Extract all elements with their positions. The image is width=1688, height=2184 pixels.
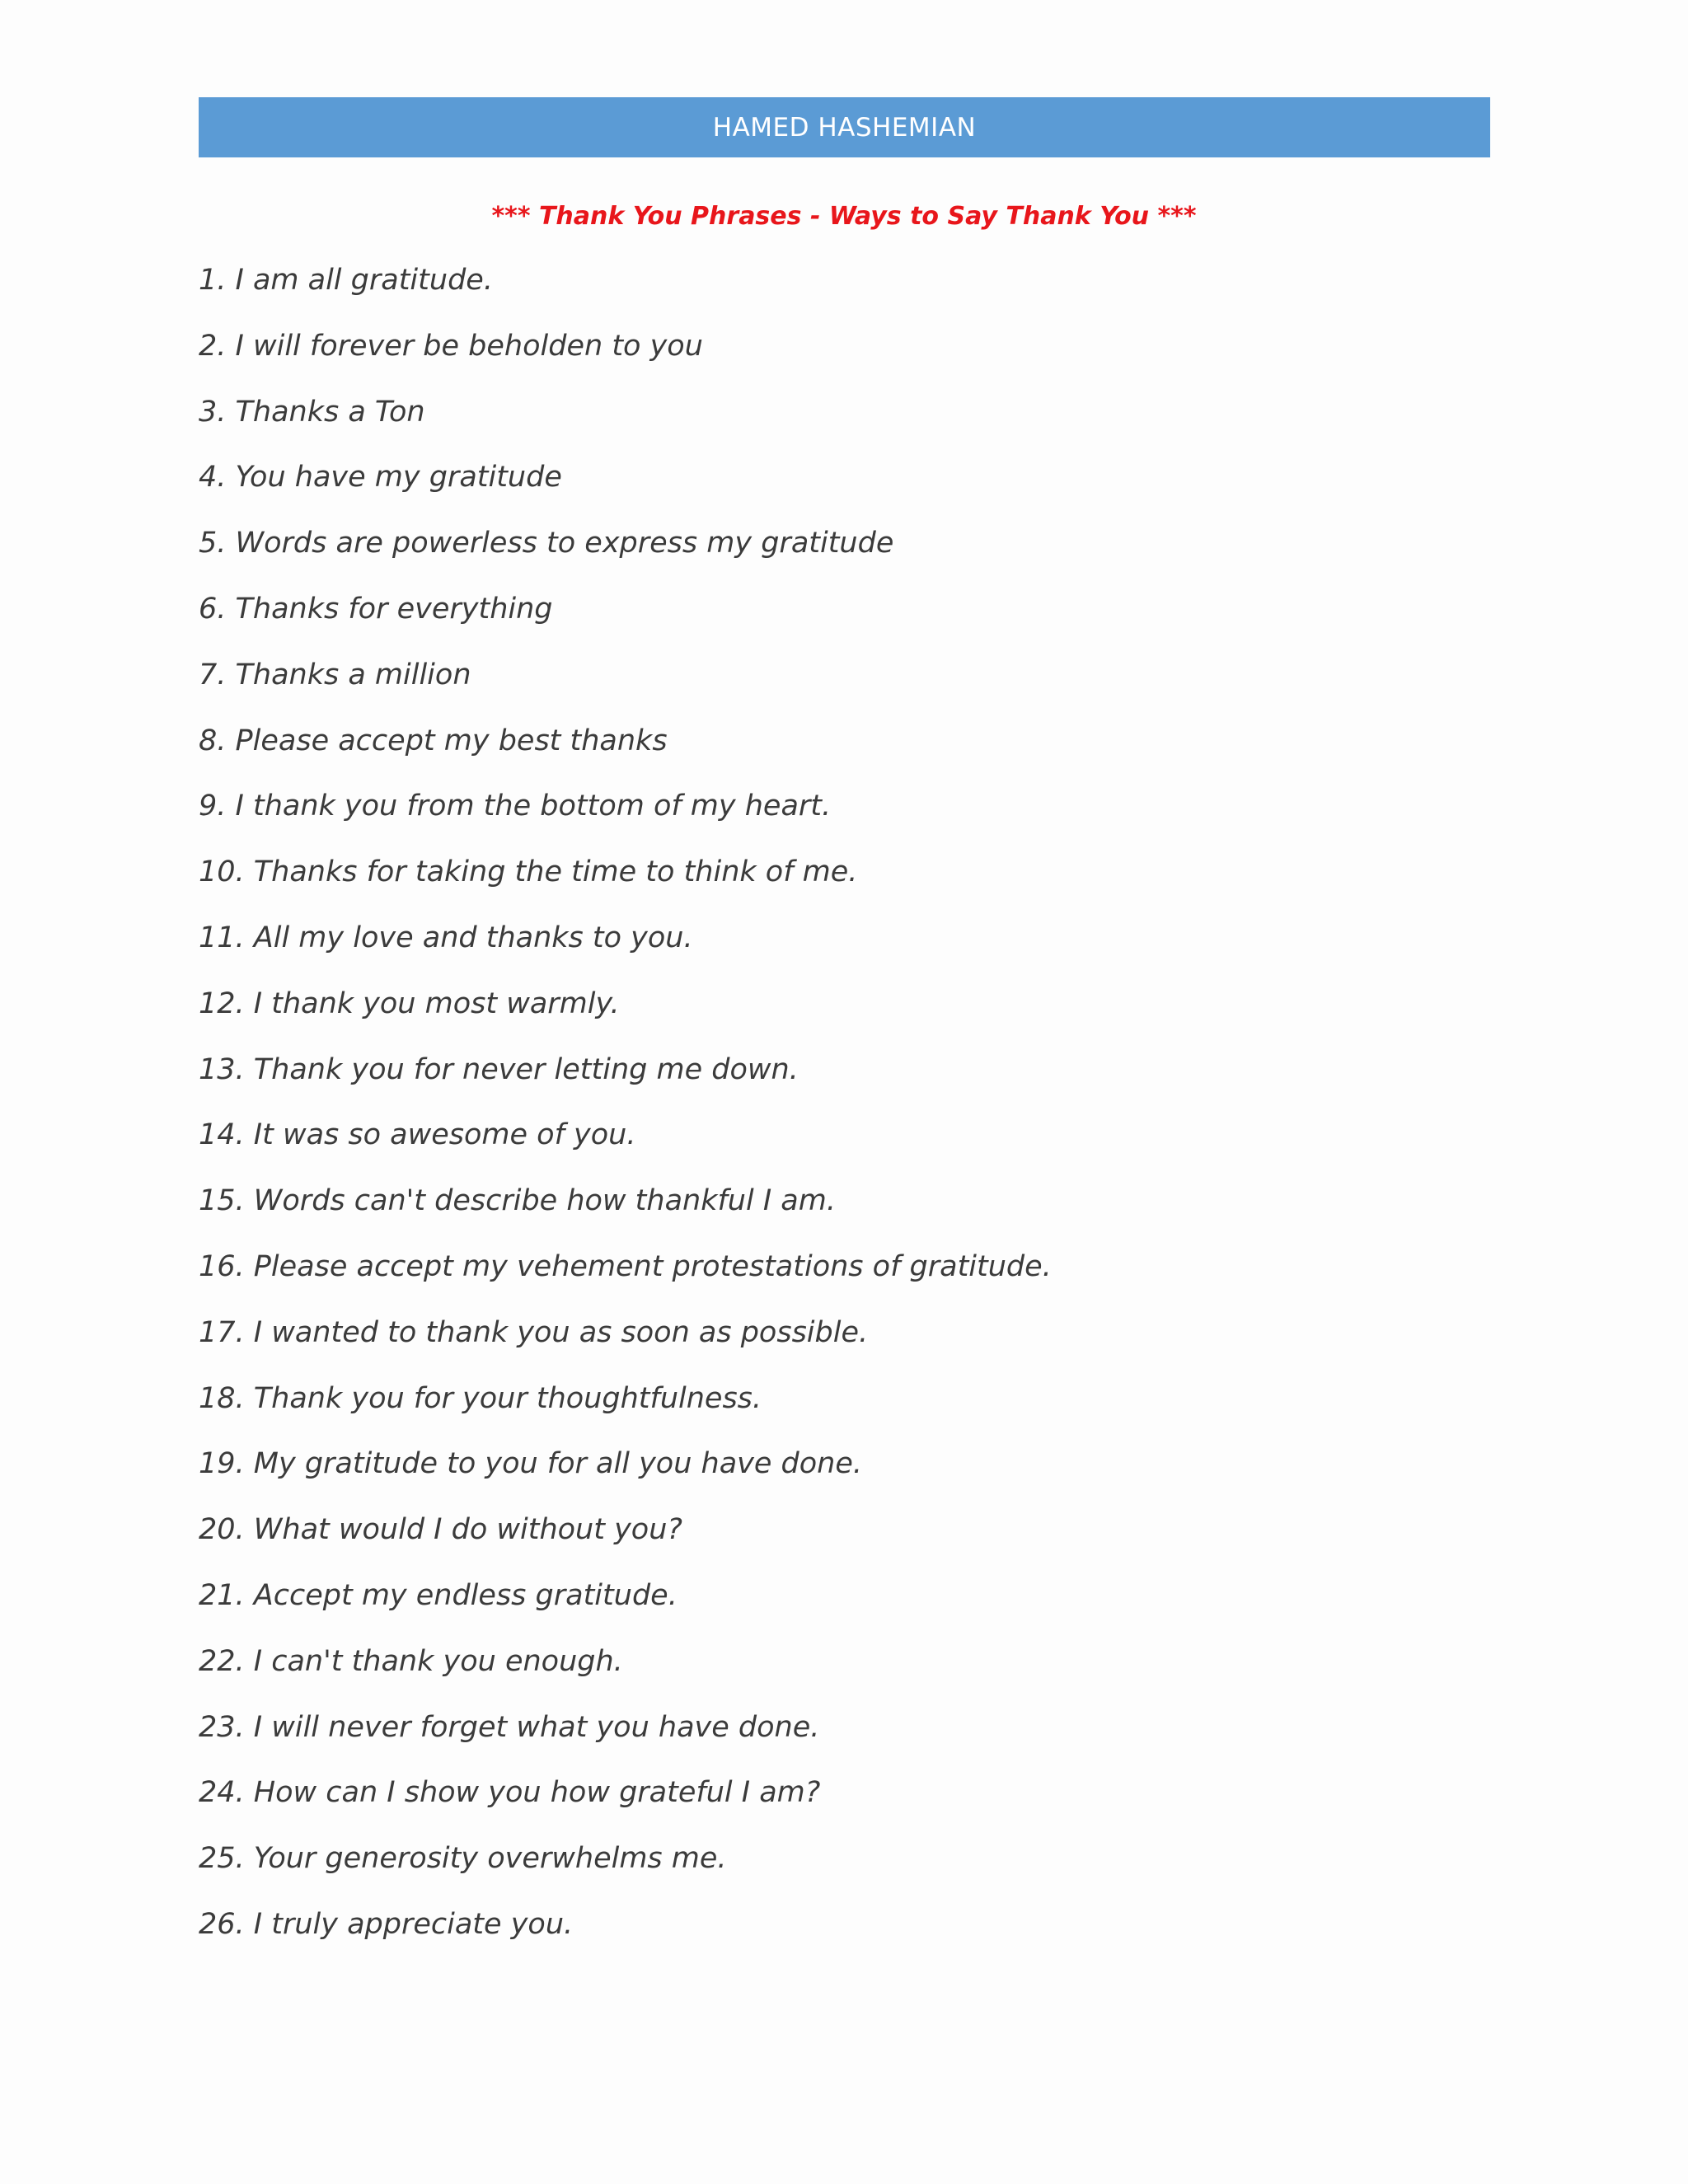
list-item: 23. I will never forget what you have done. xyxy=(199,1710,820,1744)
list-item: 15. Words can't describe how thankful I am. xyxy=(199,1184,836,1218)
list-item: 20. What would I do without you? xyxy=(199,1513,682,1547)
list-item: 4. You have my gratitude xyxy=(199,461,562,494)
list-item: 5. Words are powerless to express my gratitude xyxy=(199,527,894,560)
list-item: 17. I wanted to thank you as soon as possible. xyxy=(199,1315,869,1349)
list-item: 6. Thanks for everything xyxy=(199,592,553,626)
list-item: 8. Please accept my best thanks xyxy=(199,724,668,757)
list-item: 2. I will forever be beholden to you xyxy=(199,329,703,363)
document-subtitle: *** Thank You Phrases - Ways to Say Thank You *** xyxy=(491,202,1197,231)
list-item: 7. Thanks a million xyxy=(199,658,471,691)
list-item: 14. It was so awesome of you. xyxy=(199,1118,636,1152)
list-item: 26. I truly appreciate you. xyxy=(199,1907,574,1941)
list-item: 18. Thank you for your thoughtfulness. xyxy=(199,1381,762,1415)
list-item: 16. Please accept my vehement protestations of gratitude. xyxy=(199,1249,1052,1283)
list-item: 10. Thanks for taking the time to think of me. xyxy=(199,855,858,889)
list-item: 12. I thank you most warmly. xyxy=(199,987,620,1020)
list-item: 25. Your generosity overwhelms me. xyxy=(199,1842,727,1876)
list-item: 21. Accept my endless gratitude. xyxy=(199,1578,678,1612)
header-banner xyxy=(199,97,1490,157)
list-item: 3. Thanks a Ton xyxy=(199,395,425,429)
list-item: 19. My gratitude to you for all you have done. xyxy=(199,1447,862,1481)
list-item: 9. I thank you from the bottom of my heart. xyxy=(199,790,832,823)
phrase-list xyxy=(199,260,1052,1970)
list-item: 1. I am all gratitude. xyxy=(199,264,493,297)
list-item: 24. How can I show you how grateful I am? xyxy=(199,1776,821,1810)
list-item: 13. Thank you for never letting me down. xyxy=(199,1052,799,1086)
list-item: 22. I can't thank you enough. xyxy=(199,1644,623,1678)
list-item: 11. All my love and thanks to you. xyxy=(199,921,693,954)
banner-title: HAMED HASHEMIAN xyxy=(712,112,977,143)
